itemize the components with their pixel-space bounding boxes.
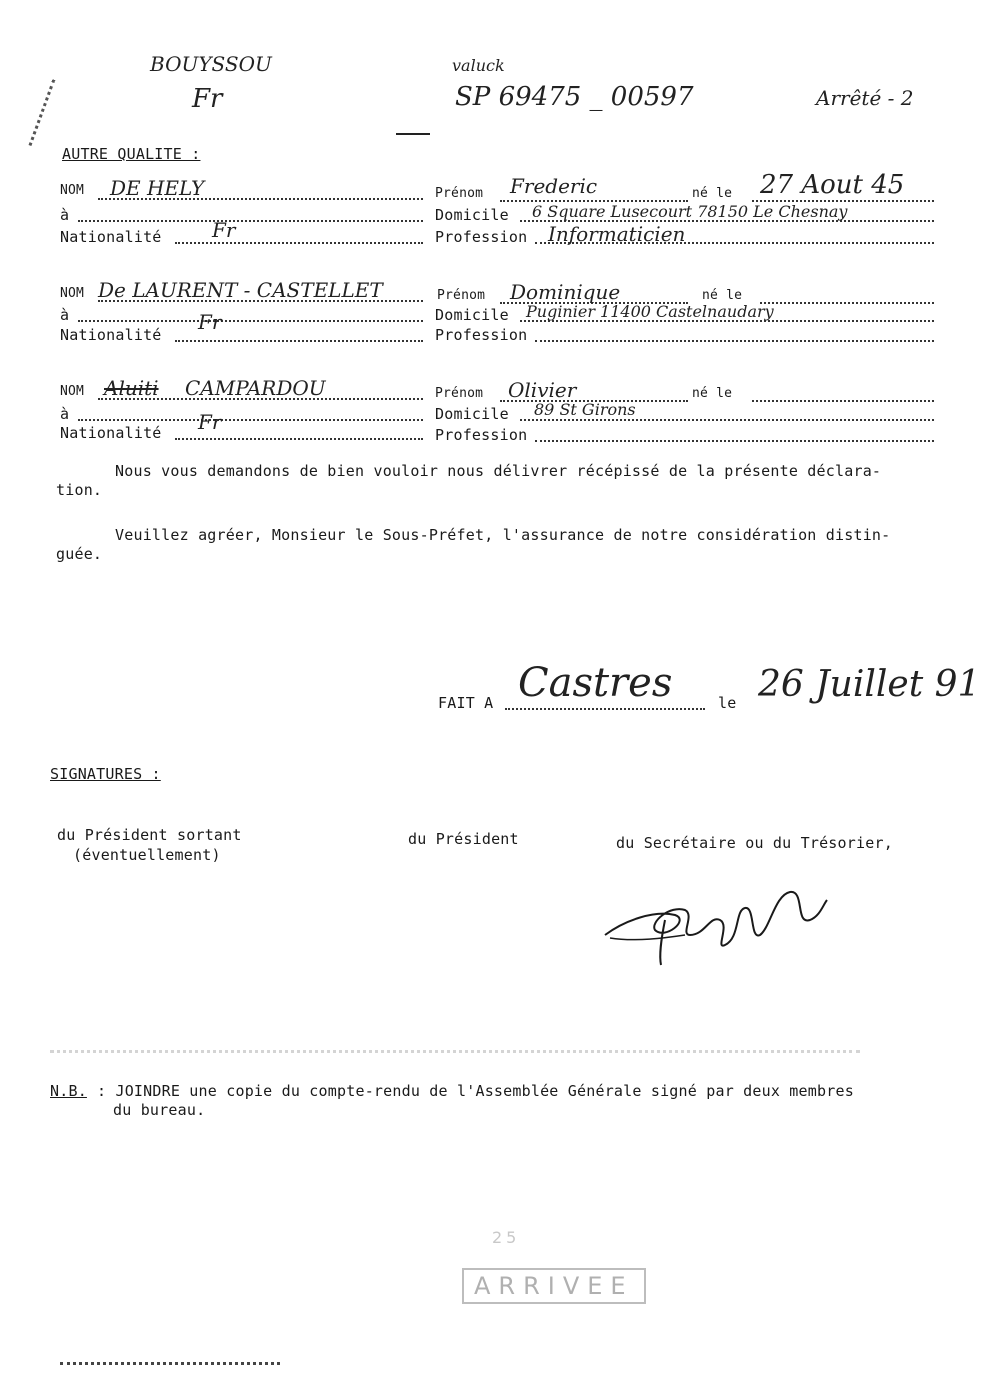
person-nom: DE HELY [110, 176, 205, 200]
person-domicile: Puginier 11400 Castelnaudary [526, 302, 774, 321]
paragraph-request-line1: Nous vous demandons de bien vouloir nous délivrer récépissé de la présente déclara- [115, 462, 882, 480]
dotted-line [752, 400, 934, 402]
person-nom: De LAURENT - CASTELLET [98, 278, 383, 302]
paragraph-closing-line1: Veuillez agréer, Monsieur le Sous-Préfet, l'assurance de notre considération distin- [115, 526, 891, 544]
label-a: à [60, 405, 70, 423]
dotted-line [175, 340, 423, 342]
person-nationalite: Fr [198, 410, 222, 434]
le-label: le [718, 694, 737, 712]
label-ne-le: né le [702, 288, 743, 303]
signature-president: du Président [408, 830, 519, 848]
stamp-arrivee: ARRIVEE [462, 1268, 646, 1304]
label-profession: Profession [435, 426, 528, 444]
label-prenom: Prénom [437, 288, 486, 303]
person-ne-le: 27 Aout 45 [760, 170, 905, 200]
dotted-line [78, 220, 423, 222]
dotted-line [78, 419, 423, 421]
signature-eventuellement: (éventuellement) [73, 846, 221, 864]
label-profession: Profession [435, 326, 528, 344]
person-domicile: 89 St Girons [534, 400, 636, 419]
stamp-date: 25 [492, 1228, 521, 1247]
person-nationalite: Fr [198, 310, 222, 334]
person-nationalite: Fr [212, 218, 236, 242]
dotted-line [520, 419, 934, 421]
reference-number: SP 69475 _ 00597 [455, 82, 694, 112]
person-nom-struck: Aluiti [104, 376, 159, 400]
dotted-line [535, 340, 934, 342]
dotted-line [175, 438, 423, 440]
label-prenom: Prénom [435, 186, 484, 201]
handwritten-name: BOUYSSOU [150, 52, 272, 76]
fait-place: Castres [518, 660, 673, 706]
person-prenom: Frederic [510, 174, 598, 198]
label-a: à [60, 206, 70, 224]
section-title: AUTRE QUALITE : [62, 145, 201, 163]
header-rule [396, 133, 430, 135]
label-prenom: Prénom [435, 386, 484, 401]
scan-bottom-mark [60, 1362, 280, 1365]
label-nationalite: Nationalité [60, 326, 162, 344]
label-profession: Profession [435, 228, 528, 246]
signatures-title: SIGNATURES : [50, 765, 161, 783]
arrete-note: Arrêté - 2 [816, 86, 914, 110]
signature-secretaire: du Secrétaire ou du Trésorier, [616, 834, 893, 852]
label-nom: NOM [60, 286, 85, 301]
nb-line2: du bureau. [113, 1101, 206, 1119]
nb-label: N.B. [50, 1082, 87, 1100]
handwritten-fr: Fr [192, 84, 223, 114]
dotted-line [175, 242, 423, 244]
handwritten-signature [595, 880, 835, 970]
handwritten-top-right: valuck [452, 56, 505, 75]
label-nationalite: Nationalité [60, 424, 162, 442]
scan-speck [29, 79, 69, 151]
dotted-line [78, 320, 423, 322]
person-nom: CAMPARDOU [185, 376, 326, 400]
label-ne-le: né le [692, 386, 733, 401]
label-nom: NOM [60, 183, 85, 198]
label-domicile: Domicile [435, 306, 509, 324]
dotted-line [760, 302, 934, 304]
bleed-through-line [50, 1040, 860, 1053]
label-nom: NOM [60, 384, 85, 399]
fait-a-label: FAIT A [438, 694, 494, 712]
label-ne-le: né le [692, 186, 733, 201]
person-prenom: Dominique [510, 280, 621, 304]
fait-date: 26 Juillet 91 [758, 664, 981, 705]
label-domicile: Domicile [435, 405, 509, 423]
nb-line1: : JOINDRE une copie du compte-rendu de l'Assemblée Générale signé par deux membres [97, 1082, 854, 1100]
dotted-line [535, 440, 934, 442]
label-a: à [60, 306, 70, 324]
person-profession: Informaticien [548, 222, 686, 246]
person-domicile: 6 Square Lusecourt 78150 Le Chesnay [532, 202, 848, 221]
signature-president-sortant: du Président sortant [57, 826, 242, 844]
label-nationalite: Nationalité [60, 228, 162, 246]
person-prenom: Olivier [508, 378, 577, 402]
dotted-line [505, 708, 705, 710]
paragraph-closing-line2: guée. [56, 545, 103, 563]
label-domicile: Domicile [435, 206, 509, 224]
paragraph-request-line2: tion. [56, 481, 103, 499]
